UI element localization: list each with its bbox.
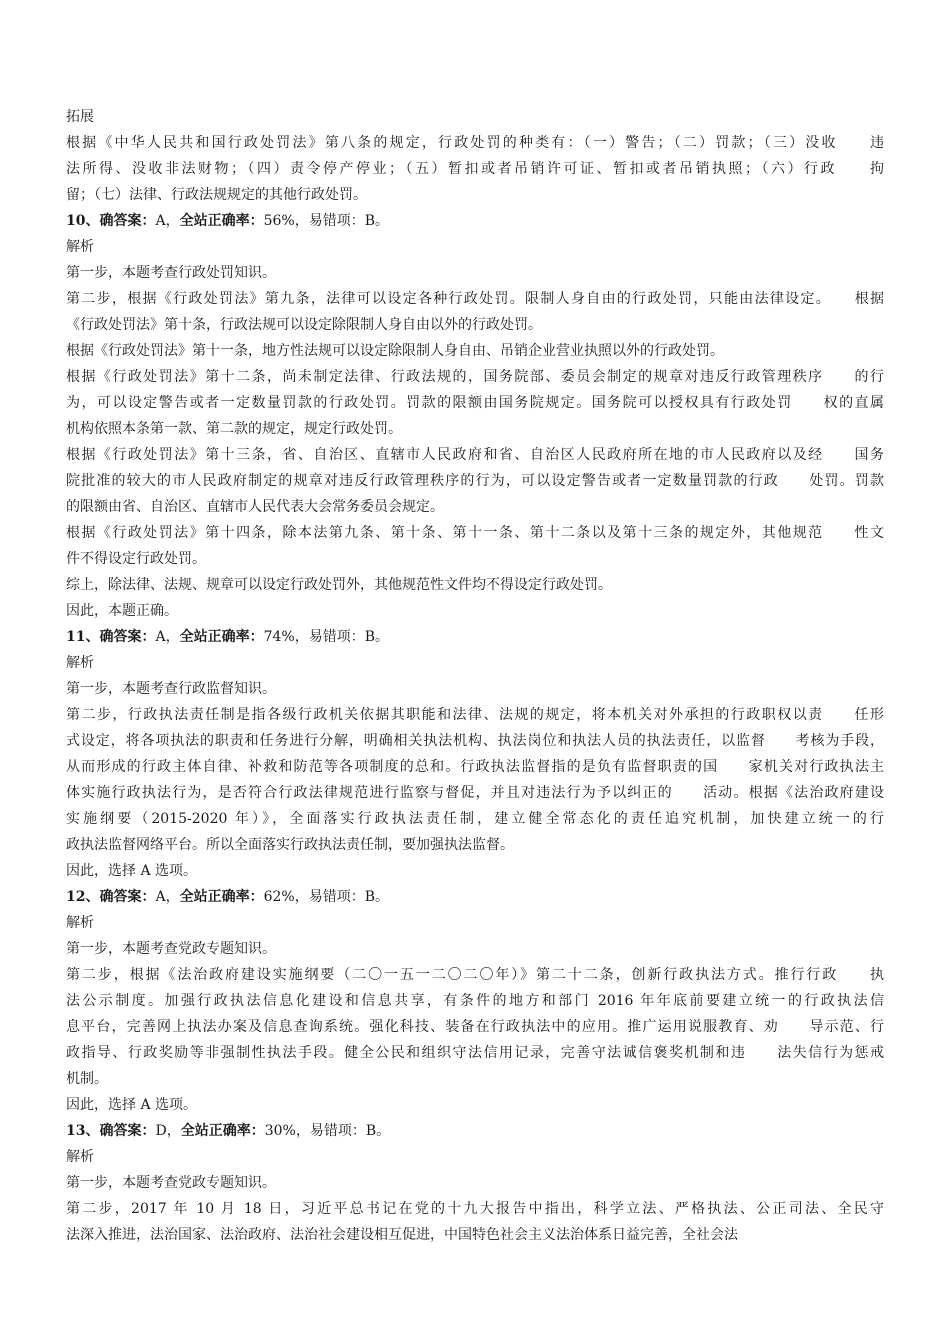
paragraph-line: 第二步，行政执法责任制是指各级行政机关依据其职能和法律、法规的规定，将本机关对外承担的行政职权以责 任形: [66, 707, 884, 723]
analysis-label: 解析: [66, 655, 94, 671]
paragraph-line: 第二步，根据《行政处罚法》第九条，法律可以设定各种行政处罚。限制人身自由的行政处罚，只能由法律设定。 根据: [66, 291, 884, 307]
paragraph-line: 第一步，本题考查行政监督知识。: [66, 681, 276, 697]
answer-label: 11、确答案：: [66, 629, 156, 645]
paragraph-line: 实施纲要（2015-2020 年）》，全面落实行政执法责任制，建立健全常态化的责任追究机制，加快建立统一的行: [66, 811, 884, 827]
accuracy-label: 全站正确率：: [179, 213, 264, 229]
paragraph-line: 第二步，2017 年 10 月 18 日，习近平总书记在党的十九大报告中指出，科学立法、严格执法、公正司法、全民守: [66, 1201, 884, 1217]
accuracy-value: 56%，易错项：B。: [263, 213, 390, 229]
paragraph-line: 法所得、没收非法财物；（四）责令停产停业；（五）暂扣或者吊销许可证、暂扣或者吊销执照；（六）行政 拘: [66, 161, 884, 177]
paragraph-line: 政指导、行政奖励等非强制性执法手段。健全公民和组织守法信用记录，完善守法诚信褒奖机制和违 法失信行为惩戒: [66, 1045, 884, 1061]
paragraph-line: 根据《行政处罚法》第十一条，地方性法规可以设定除限制人身自由、吊销企业营业执照以外的行政处罚。: [66, 343, 724, 359]
answer-value: A，: [155, 629, 180, 645]
paragraph-line: 第二步，根据《法治政府建设实施纲要（二〇一五一二〇二〇年）》第二十二条，创新行政执法方式。推行行政 执: [66, 967, 884, 983]
paragraph-line: 机构依照本条第一款、第二款的规定，规定行政处罚。: [66, 421, 402, 437]
answer-heading-13: [66, 1118, 884, 1144]
paragraph-line: 根据《行政处罚法》第十四条，除本法第九条、第十条、第十一条、第十二条以及第十三条的规定外，其他规范 性文: [66, 525, 884, 541]
paragraph-line: 根据《行政处罚法》第十三条，省、自治区、直辖市人民政府和省、自治区人民政府所在地的市人民政府以及经 国务: [66, 447, 884, 463]
paragraph-line: 第一步，本题考查行政处罚知识。: [66, 265, 276, 281]
paragraph-line: 为，可以设定警告或者一定数量罚款的行政处罚。罚款的限额由国务院规定。国务院可以授权具有行政处罚 权的直属: [66, 395, 884, 411]
accuracy-value: 74%，易错项：B。: [263, 629, 390, 645]
accuracy-value: 62%，易错项：B。: [263, 889, 390, 905]
paragraph-line: 《行政处罚法》第十条，行政法规可以设定除限制人身自由以外的行政处罚。: [66, 317, 542, 333]
accuracy-value: 30%，易错项：B。: [264, 1123, 391, 1139]
answer-value: A，: [155, 213, 180, 229]
paragraph-line: 体实施行政执法行为，是否符合行政法律规范进行监察与督促，并且对违法行为予以纠正的 活动。根据《法治政府建设: [66, 785, 884, 801]
paragraph-line: 第一步，本题考查党政专题知识。: [66, 941, 276, 957]
paragraph-line: 因此，选择 A 选项。: [66, 863, 198, 879]
paragraph-line: 机制。: [66, 1071, 108, 1087]
paragraph-line: 法公示制度。加强行政执法信息化建设和信息共享，有条件的地方和部门 2016 年年底前要建立统一的行政执法信: [66, 993, 884, 1009]
answer-value: D，: [155, 1123, 181, 1139]
paragraph-line: 留；（七）法律、行政法规规定的其他行政处罚。: [66, 187, 367, 203]
analysis-label: 解析: [66, 915, 94, 931]
answer-label: 13、确答案：: [66, 1123, 156, 1139]
accuracy-label: 全站正确率：: [179, 889, 264, 905]
document-page: [66, 104, 884, 1248]
paragraph-line: 院批准的较大的市人民政府制定的规章对违反行政管理秩序的行为，可以设定警告或者一定数量罚款的行政 处罚。罚款: [66, 473, 884, 489]
answer-value: A，: [155, 889, 180, 905]
paragraph-line: 件不得设定行政处罚。: [66, 551, 206, 567]
answer-label: 10、确答案：: [66, 213, 156, 229]
paragraph-line: 因此，本题正确。: [66, 603, 178, 619]
answer-heading-12: [66, 884, 884, 910]
answer-label: 12、确答案：: [66, 889, 156, 905]
answer-heading-10: [66, 208, 884, 234]
paragraph-line: 根据《行政处罚法》第十二条，尚未制定法律、行政法规的，国务院部、委员会制定的规章对违反行政管理秩序 的行: [66, 369, 884, 385]
accuracy-label: 全站正确率：: [179, 629, 264, 645]
section-label: 拓展: [66, 109, 94, 125]
paragraph-line: 第一步，本题考查党政专题知识。: [66, 1175, 276, 1191]
paragraph-line: 的限额由省、自治区、直辖市人民代表大会常务委员会规定。: [66, 499, 444, 515]
paragraph-line: 政执法监督网络平台。所以全面落实行政执法责任制，要加强执法监督。: [66, 837, 514, 853]
paragraph-line: 因此，选择 A 选项。: [66, 1097, 198, 1113]
analysis-label: 解析: [66, 1149, 94, 1165]
paragraph-line: 息平台，完善网上执法办案及信息查询系统。强化科技、装备在行政执法中的应用。推广运用说服教育、劝 导示范、行: [66, 1019, 884, 1035]
analysis-label: 解析: [66, 239, 94, 255]
paragraph-line: 式设定，将各项执法的职责和任务进行分解，明确相关执法机构、执法岗位和执法人员的执法责任，以监督 考核为手段，: [66, 733, 884, 749]
paragraph-line: 从而形成的行政主体自律、补救和防范等各项制度的总和。行政执法监督指的是负有监督职责的国 家机关对行政执法主: [66, 759, 884, 775]
answer-heading-11: [66, 624, 884, 650]
paragraph-line: 法深入推进，法治国家、法治政府、法治社会建设相互促进，中国特色社会主义法治体系日益完善，全社会法: [66, 1227, 738, 1243]
paragraph-line: 根据《中华人民共和国行政处罚法》第八条的规定，行政处罚的种类有：（一）警告；（二）罚款；（三）没收 违: [66, 135, 884, 151]
paragraph-line: 综上，除法律、法规、规章可以设定行政处罚外，其他规范性文件均不得设定行政处罚。: [66, 577, 612, 593]
accuracy-label: 全站正确率：: [180, 1123, 265, 1139]
